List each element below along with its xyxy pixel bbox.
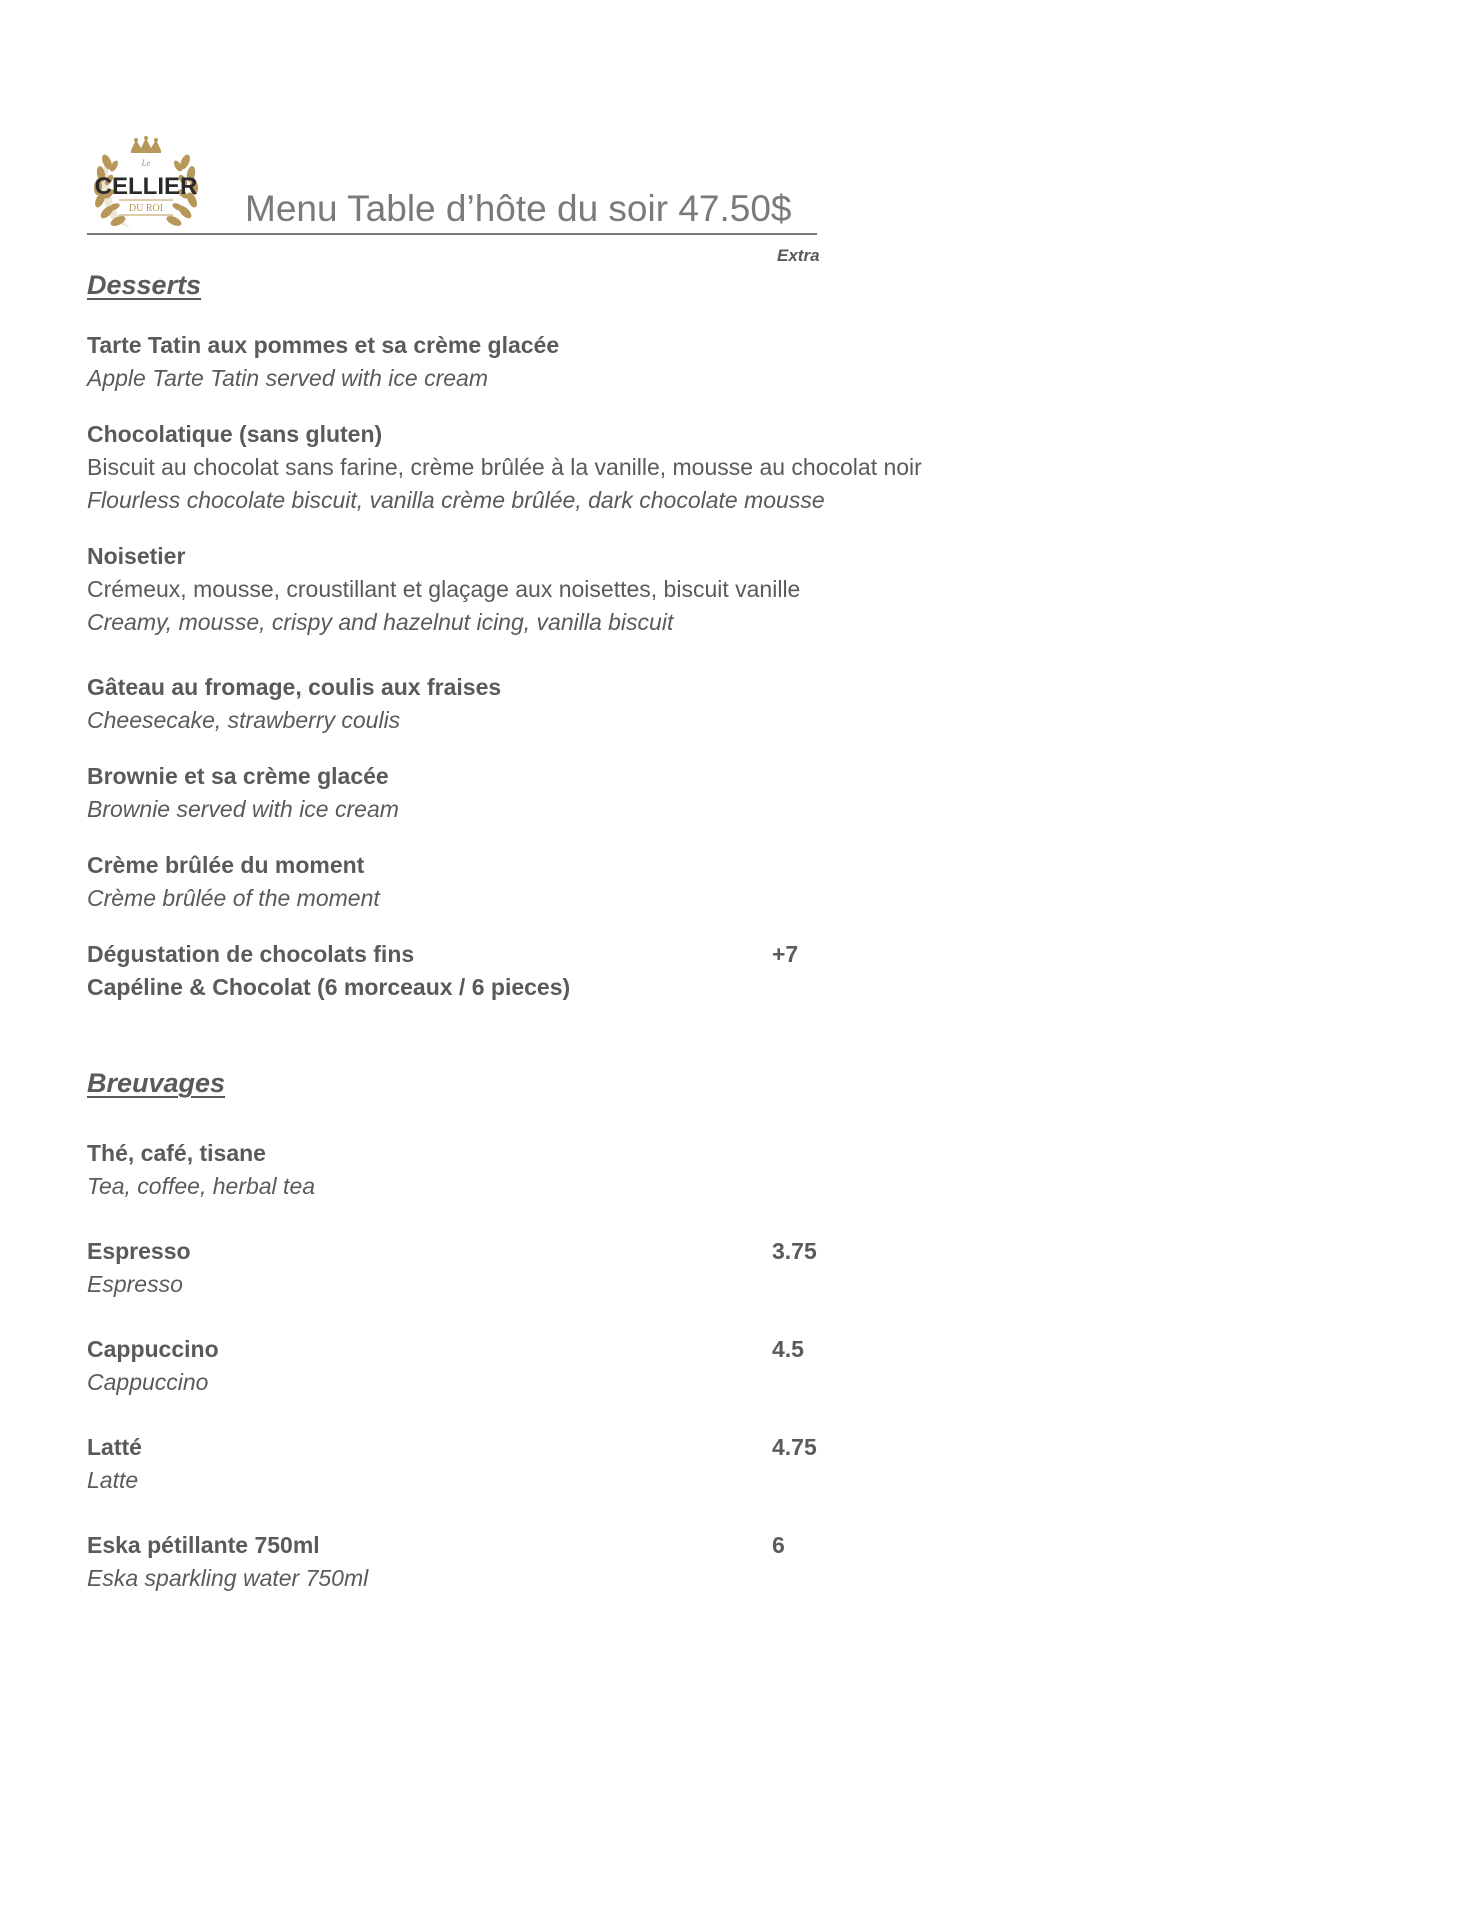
item-name: Chocolatique (sans gluten) — [87, 421, 383, 447]
item-description-en: Crème brûlée of the moment — [87, 885, 380, 911]
item-description-en: Brownie served with ice cream — [87, 796, 399, 822]
menu-item — [87, 1431, 987, 1497]
item-description-en: Tea, coffee, herbal tea — [87, 1173, 316, 1199]
item-price: 4.5 — [772, 1336, 804, 1362]
menu-item — [87, 760, 987, 826]
item-name-secondary: Capéline & Chocolat (6 morceaux / 6 pieces) — [87, 974, 571, 1000]
item-name: Brownie et sa crème glacée — [87, 763, 389, 789]
section-title-desserts: Desserts — [87, 270, 202, 300]
section-title-beverages: Breuvages — [87, 1068, 226, 1098]
cellier-du-roi-logo — [87, 136, 205, 234]
item-name: Dégustation de chocolats fins — [87, 941, 415, 967]
item-name: Latté — [87, 1434, 142, 1460]
item-description-en: Cappuccino — [87, 1369, 209, 1395]
item-description-en: Apple Tarte Tatin served with ice cream — [87, 365, 488, 391]
menu-item — [87, 1333, 987, 1399]
menu-item — [87, 540, 987, 639]
item-description-fr: Crémeux, mousse, croustillant et glaçage aux noisettes, biscuit vanille — [87, 576, 801, 602]
item-name: Gâteau au fromage, coulis aux fraises — [87, 674, 502, 700]
item-description-en: Creamy, mousse, crispy and hazelnut icing, vanilla biscuit — [87, 609, 674, 635]
item-description-en: Flourless chocolate biscuit, vanilla crème brûlée, dark chocolate mousse — [87, 487, 825, 513]
menu-item — [87, 938, 987, 1004]
item-price: 4.75 — [772, 1434, 817, 1460]
item-name: Tarte Tatin aux pommes et sa crème glacée — [87, 332, 560, 358]
svg-text:DU ROI: DU ROI — [128, 203, 164, 214]
item-description-en: Latte — [87, 1467, 139, 1493]
menu-item — [87, 1137, 987, 1203]
menu-item — [87, 671, 987, 737]
item-name: Noisetier — [87, 543, 186, 569]
header-divider — [87, 233, 817, 235]
item-price: 3.75 — [772, 1238, 817, 1264]
menu-title: Menu Table d’hôte du soir 47.50$ — [245, 188, 792, 229]
menu-item — [87, 418, 987, 517]
item-price: 6 — [772, 1532, 785, 1558]
svg-text:Le: Le — [141, 158, 151, 168]
menu-item — [87, 329, 987, 395]
item-name: Cappuccino — [87, 1336, 219, 1362]
item-description-en: Espresso — [87, 1271, 183, 1297]
item-name: Crème brûlée du moment — [87, 852, 365, 878]
menu-header — [87, 136, 817, 236]
item-description-en: Eska sparkling water 750ml — [87, 1565, 369, 1591]
item-name: Thé, café, tisane — [87, 1140, 266, 1166]
menu-item — [87, 849, 987, 915]
item-name: Espresso — [87, 1238, 191, 1264]
menu-item — [87, 1529, 987, 1595]
item-description-fr: Biscuit au chocolat sans farine, crème brûlée à la vanille, mousse au chocolat noir — [87, 454, 922, 480]
item-name: Eska pétillante 750ml — [87, 1532, 320, 1558]
extra-column-label: Extra — [777, 246, 820, 265]
item-price: +7 — [772, 941, 799, 967]
item-description-en: Cheesecake, strawberry coulis — [87, 707, 401, 733]
menu-item — [87, 1235, 987, 1301]
svg-text:CELLIER: CELLIER — [94, 173, 198, 200]
